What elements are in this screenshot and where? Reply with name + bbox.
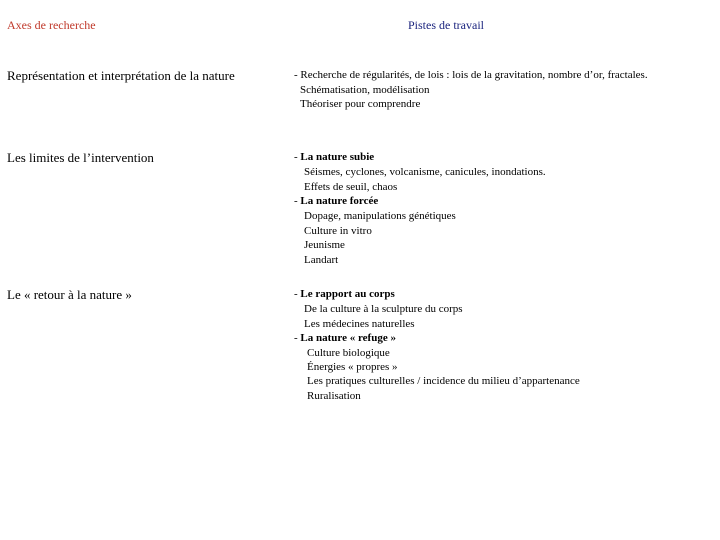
heading-rapport-corps: Le rapport au corps xyxy=(300,288,395,300)
row2-line5: Dopage, manipulations génétiques xyxy=(304,210,456,222)
row2-heading-subie xyxy=(294,150,374,165)
row2-line3: Effets de seuil, chaos xyxy=(304,181,398,193)
row3-line6: Énergies « propres » xyxy=(307,361,398,373)
bullet-prefix: - xyxy=(294,332,301,344)
heading-nature-forcee: La nature forcée xyxy=(300,195,379,207)
row2-heading-forcee xyxy=(294,194,378,209)
row3-line3: Les médecines naturelles xyxy=(304,318,415,330)
row1-line1: - Recherche de régularités, de lois : lois de la gravitation, nombre d’or, fractales. xyxy=(294,69,648,81)
pistes-header: Pistes de travail xyxy=(408,18,484,32)
bullet-prefix: - xyxy=(294,195,301,207)
row2-line6: Culture in vitro xyxy=(304,225,372,237)
axes-header: Axes de recherche xyxy=(7,18,96,32)
axis-limites: Les limites de l’intervention xyxy=(7,150,154,165)
row3-line8: Ruralisation xyxy=(307,390,361,402)
row3-heading-corps xyxy=(294,287,395,302)
bullet-prefix: - xyxy=(294,288,301,300)
row2-line2: Séismes, cyclones, volcanisme, canicules, inondations. xyxy=(304,166,546,178)
axis-retour: Le « retour à la nature » xyxy=(7,287,132,302)
row2-line7: Jeunisme xyxy=(304,239,345,251)
row3-line5: Culture biologique xyxy=(307,347,390,359)
bullet-prefix: - xyxy=(294,151,301,163)
axis-representation: Représentation et interprétation de la nature xyxy=(7,68,235,83)
row1-line3: Théoriser pour comprendre xyxy=(300,98,421,110)
heading-nature-refuge: La nature « refuge » xyxy=(300,332,396,344)
row3-line7: Les pratiques culturelles / incidence du milieu d’appartenance xyxy=(307,375,580,387)
row2-line8: Landart xyxy=(304,254,339,266)
row3-line2: De la culture à la sculpture du corps xyxy=(304,303,463,315)
heading-nature-subie: La nature subie xyxy=(300,151,375,163)
row1-line2: Schématisation, modélisation xyxy=(300,84,430,96)
row3-heading-refuge xyxy=(294,331,396,346)
